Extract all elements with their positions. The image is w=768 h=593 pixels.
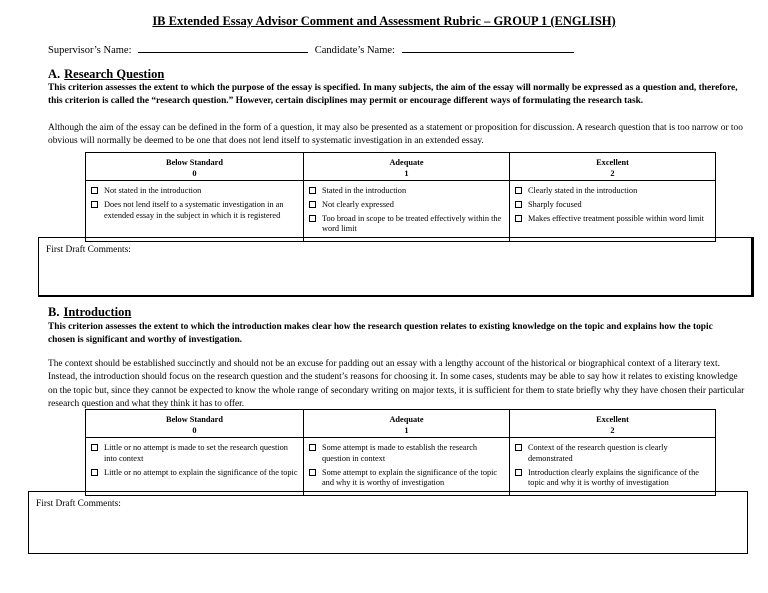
rubric-cell-below-standard (86, 438, 304, 496)
checkbox[interactable] (91, 201, 98, 208)
rubric-header-excellent: Excellent 2 (510, 153, 716, 181)
rubric-item: Little or no attempt is made to set the research question into context (91, 443, 299, 465)
rubric-cell-excellent (510, 181, 716, 242)
section-b-description: This criterion assesses the extent to which the introduction makes clear how the research question relates to existing knowledge on the topic and explains how the topic chosen is significant and worthy of investigation. (48, 322, 713, 346)
rubric-header-adequate: Adequate 1 (304, 410, 510, 438)
rubric-item: Clearly stated in the introduction (515, 186, 711, 197)
checkbox[interactable] (515, 444, 522, 451)
page-title: IB Extended Essay Advisor Comment and Assessment Rubric – GROUP 1 (ENGLISH) (152, 14, 616, 28)
section-b-guidance: The context should be established succinctly and should not be an excuse for padding out an essay with a lengthy account of the historical or biographical context of a literary text. Instead, the introduction should focus on the research question and the student’s reasons for choosing it. In some cases, students may be able to say how it relates to existing knowledge on the topic but, since they cannot be expected to know the whole range of secondary writing on major texts, it is sufficient for them to state briefly why they have chosen their particular research question and what they think it has to offer. (48, 359, 745, 410)
checkbox[interactable] (515, 215, 522, 222)
rubric-item: Little or no attempt to explain the significance of the topic (91, 468, 299, 479)
rubric-header-excellent: Excellent 2 (510, 410, 716, 438)
section-a-heading: A. Research Question (48, 67, 165, 81)
rubric-header-below-standard: Below Standard 0 (86, 410, 304, 438)
rubric-item: Sharply focused (515, 200, 711, 211)
section-a-guidance: Although the aim of the essay can be defined in the form of a question, it may also be presented as a statement or proposition for discussion. A research question that is too narrow or too obvious will normally be deemed to be one that does not lend itself to systematic investigation in an extended essay. (48, 123, 743, 147)
section-a-rubric-table (85, 152, 716, 242)
rubric-header-below-standard: Below Standard 0 (86, 153, 304, 181)
section-b-comments-box[interactable] (28, 491, 748, 554)
checkbox[interactable] (91, 187, 98, 194)
rubric-item: Makes effective treatment possible within word limit (515, 214, 711, 225)
checkbox[interactable] (309, 444, 316, 451)
checkbox[interactable] (309, 215, 316, 222)
comments-label: First Draft Comments: (46, 245, 131, 255)
section-b-rubric-table (85, 409, 716, 496)
rubric-header-adequate: Adequate 1 (304, 153, 510, 181)
rubric-item: Stated in the introduction (309, 186, 505, 197)
rubric-item: Some attempt to explain the significance of the topic and why it is worthy of investigation (309, 468, 505, 490)
rubric-cell-adequate (304, 181, 510, 242)
checkbox[interactable] (309, 201, 316, 208)
checkbox[interactable] (309, 187, 316, 194)
rubric-cell-excellent (510, 438, 716, 496)
supervisor-name-field[interactable] (138, 42, 308, 53)
rubric-item: Does not lend itself to a systematic investigation in an extended essay in the subject in which it is registered (91, 200, 299, 222)
rubric-item: Not clearly expressed (309, 200, 505, 211)
candidate-label: Candidate’s Name: (314, 45, 395, 56)
candidate-name-field[interactable] (402, 42, 574, 53)
checkbox[interactable] (515, 469, 522, 476)
section-a-description: This criterion assesses the extent to which the purpose of the essay is specified. In many subjects, the aim of the essay will normally be expressed as a question and, therefore, this criterion is called the “research question.” However, certain disciplines may permit or encourage different ways of formulating the research task. (48, 83, 738, 107)
rubric-item: Some attempt is made to establish the research question in context (309, 443, 505, 465)
supervisor-label: Supervisor’s Name: (48, 45, 132, 56)
checkbox[interactable] (91, 469, 98, 476)
rubric-item: Too broad in scope to be treated effectively within the word limit (309, 214, 505, 236)
checkbox[interactable] (515, 201, 522, 208)
section-a-comments-box[interactable] (38, 237, 754, 297)
rubric-cell-below-standard (86, 181, 304, 242)
rubric-cell-adequate (304, 438, 510, 496)
checkbox[interactable] (91, 444, 98, 451)
rubric-item: Introduction clearly explains the significance of the topic and why it is worthy of investigation (515, 468, 711, 490)
rubric-item: Context of the research question is clearly demonstrated (515, 443, 711, 465)
section-b-heading: B. Introduction (48, 305, 132, 319)
name-fields (48, 42, 574, 56)
checkbox[interactable] (309, 469, 316, 476)
rubric-item: Not stated in the introduction (91, 186, 299, 197)
comments-label: First Draft Comments: (36, 499, 121, 509)
checkbox[interactable] (515, 187, 522, 194)
